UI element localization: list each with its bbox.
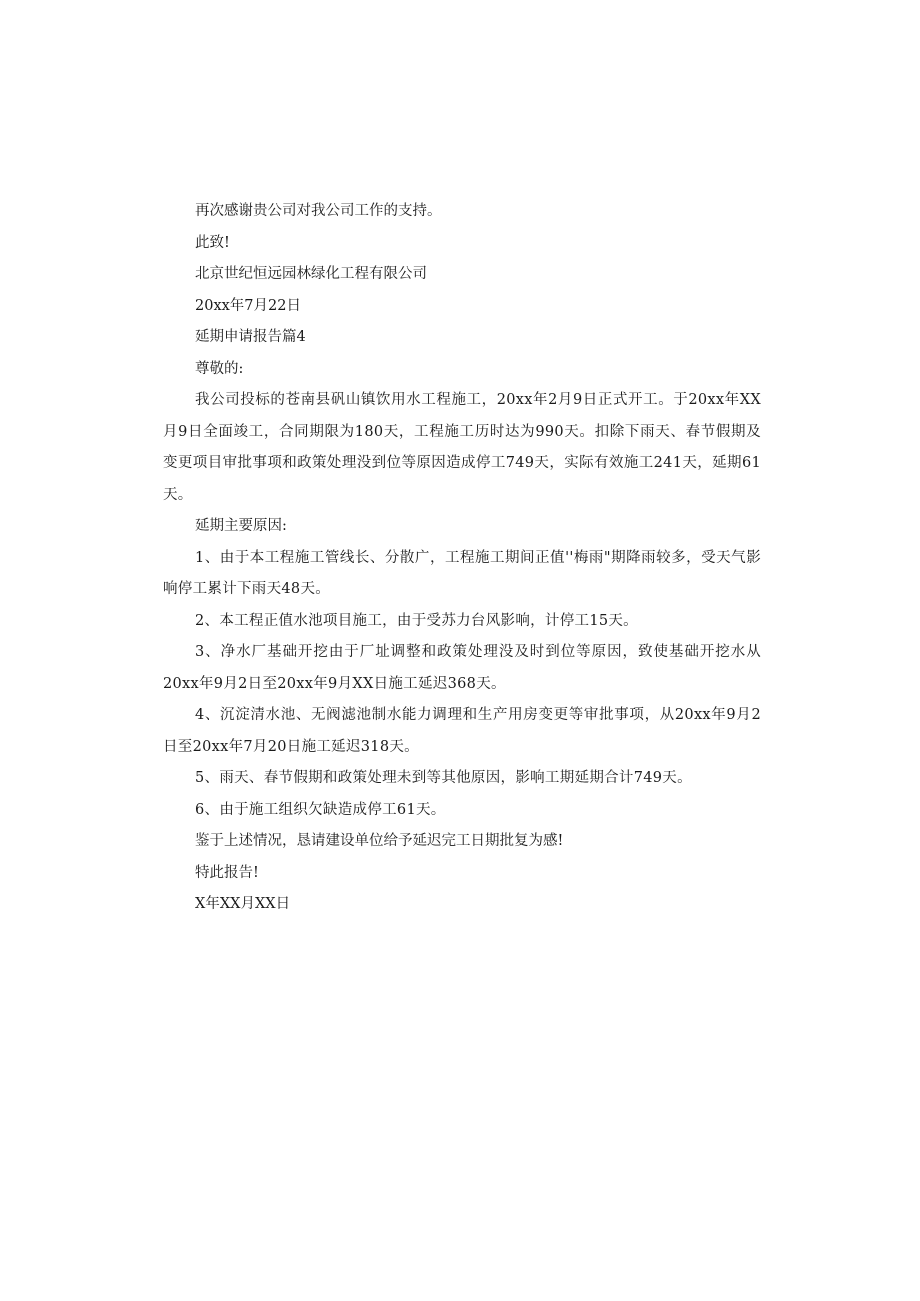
reason-item: 3、净水厂基础开挖由于厂址调整和政策处理没及时到位等原因，致使基础开挖水从20xx年9月2日至20xx年9月XX日施工延迟368天。 <box>163 644 761 692</box>
document-body <box>163 196 761 921</box>
intro-paragraph: 我公司投标的苍南县矾山镇饮用水工程施工，20xx年2月9日正式开工。于20xx年XX月9日全面竣工，合同期限为180天，工程施工历时达为990天。扣除下雨天、春节假期及变更项目审批事项和政策处理没到位等原因造成停工749天，实际有效施工241天，延期61天。 <box>163 392 761 503</box>
reason-item: 5、雨天、春节假期和政策处理未到等其他原因，影响工期延期合计749天。 <box>195 770 692 786</box>
reasons-heading: 延期主要原因: <box>195 518 287 534</box>
reason-item: 4、沉淀清水池、无阀滤池制水能力调理和生产用房变更等审批事项，从20xx年9月2日至20xx年7月20日施工延迟318天。 <box>163 707 761 755</box>
greeting: 尊敬的: <box>195 360 244 377</box>
reason-item: 2、本工程正值水池项目施工，由于受苏力台风影响，计停工15天。 <box>195 612 638 629</box>
report-close: 特此报告! <box>195 864 259 881</box>
reason-item: 6、由于施工组织欠缺造成停工61天。 <box>195 801 446 818</box>
salutation-close: 此致! <box>195 234 230 251</box>
letter-date: 20xx年7月22日 <box>195 297 301 314</box>
request-paragraph: 鉴于上述情况，恳请建设单位给予延迟完工日期批复为感! <box>195 833 564 849</box>
reason-item: 1、由于本工程施工管线长、分散广，工程施工期间正值''梅雨"期降雨较多，受天气影响停工累计下雨天48天。 <box>163 549 761 597</box>
closing-thanks: 再次感谢贵公司对我公司工作的支持。 <box>195 203 442 219</box>
section-title: 延期申请报告篇4 <box>195 329 306 345</box>
company-name: 北京世纪恒远园林绿化工程有限公司 <box>195 266 427 282</box>
report-date: X年XX月XX日 <box>195 896 291 912</box>
